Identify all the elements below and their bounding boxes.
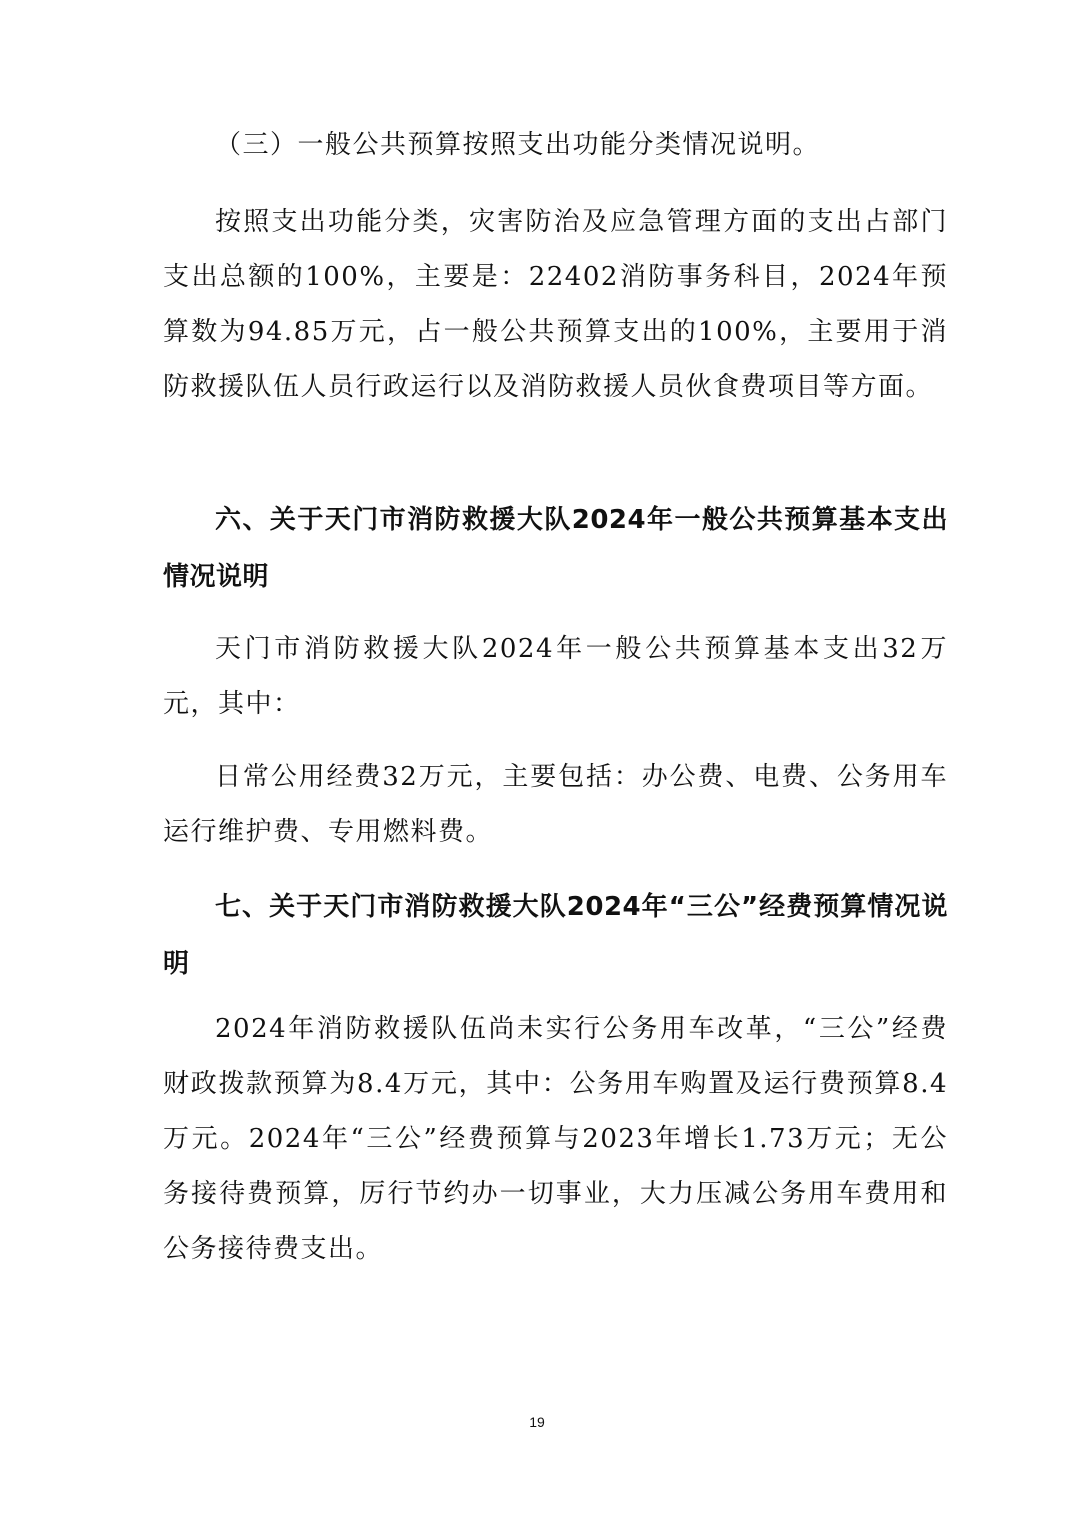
section-6-paragraph-public-funds: 日常公用经费32万元，主要包括：办公费、电费、公务用车运行维护费、专用燃料费。 [163, 762, 948, 847]
page-number: 19 [529, 1414, 545, 1430]
paragraph-functional-classification: 按照支出功能分类，灾害防治及应急管理方面的支出占部门支出总额的100%，主要是：22402消防事务科目，2024年预算数为94.85万元，占一般公共预算支出的100%，主要用于消防救援队伍人员行政运行以及消防救援人员伙食费项目等方面。 [163, 207, 948, 402]
section-7-heading: 七、关于天门市消防救援大队2024年“三公”经费预算情况说明 [163, 892, 948, 979]
section-7-paragraph-three-public-expenses: 2024年消防救援队伍尚未实行公务用车改革，“三公”经费财政拨款预算为8.4万元，其中：公务用车购置及运行费预算8.4万元。2024年“三公”经费预算与2023年增长1.73万元；无公务接待费预算，厉行节约办一切事业，大力压减公务用车费用和公务接待费支出。 [163, 1014, 948, 1264]
sub-heading-functional-classification: （三）一般公共预算按照支出功能分类情况说明。 [215, 130, 821, 160]
section-6-heading: 六、关于天门市消防救援大队2024年一般公共预算基本支出情况说明 [163, 505, 948, 592]
section-6-paragraph-basic-expenditure: 天门市消防救援大队2024年一般公共预算基本支出32万元，其中： [163, 634, 948, 719]
